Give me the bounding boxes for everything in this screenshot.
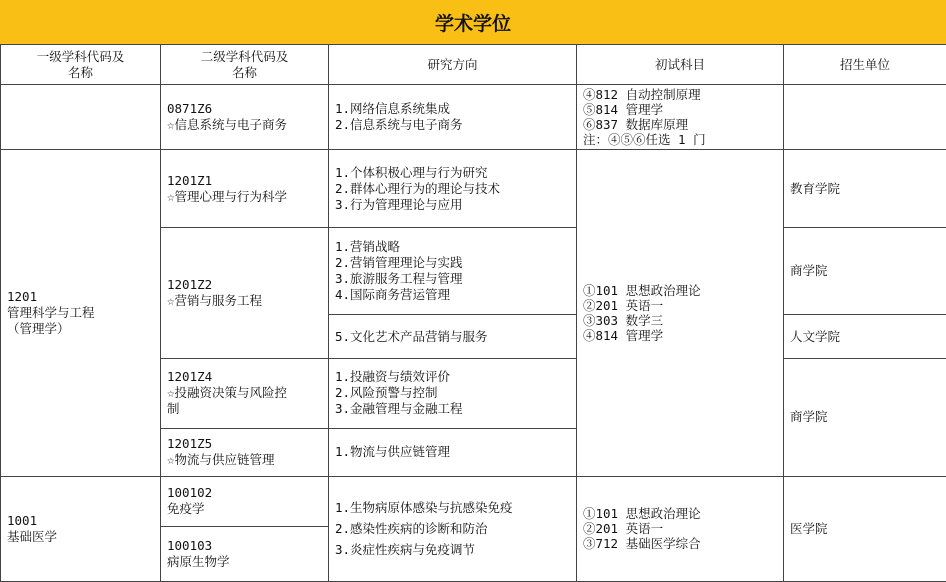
cell-line: 1.投融资与绩效评价	[335, 369, 451, 385]
direction-cell	[329, 476, 577, 581]
cell-line: 100102	[167, 485, 213, 501]
first-level-cell	[1, 476, 161, 581]
cell-line: 1201Z2	[167, 276, 213, 292]
header-row	[1, 45, 946, 85]
second-level-cell	[161, 150, 329, 228]
second-level-cell	[161, 358, 329, 428]
cell-line: 1001	[7, 512, 38, 528]
cell-line: 3.旅游服务工程与管理	[335, 271, 463, 287]
second-level-cell	[161, 526, 329, 581]
cell-line: 1201Z4	[167, 369, 213, 385]
cell-line: ③712 基础医学综合	[583, 536, 701, 552]
second-level-cell	[161, 228, 329, 358]
header-exam-subjects: 初试科目	[577, 45, 784, 85]
unit-cell: 商学院	[784, 228, 946, 315]
cell-line: ①101 思想政治理论	[583, 282, 701, 298]
cell-line: ②201 英语一	[583, 297, 664, 313]
cell-line: 1201Z5	[167, 436, 213, 452]
cell-line: 1.物流与供应链管理	[335, 444, 451, 460]
sheet-title: 学术学位	[0, 0, 946, 45]
cell-line: 1201	[7, 288, 38, 304]
cell-line: ①101 思想政治理论	[583, 506, 701, 522]
direction-cell	[329, 228, 577, 315]
cell-line: ☆物流与供应链管理	[167, 452, 275, 468]
header-label-line: 名称	[231, 64, 257, 80]
cell-line: 2.群体心理行为的理论与技术	[335, 180, 501, 196]
second-level-cell	[161, 428, 329, 476]
cell-line: 2.营销管理理论与实践	[335, 255, 463, 271]
cell-line: 2.信息系统与电子商务	[335, 117, 463, 133]
cell-line: 制	[167, 401, 180, 417]
cell-line: 4.国际商务营运管理	[335, 287, 451, 303]
cell-line: 3.金融管理与金融工程	[335, 401, 463, 417]
table-row	[1, 476, 946, 526]
direction-cell	[329, 358, 577, 428]
unit-cell	[784, 85, 946, 150]
cell-line: ☆投融资决策与风险控	[167, 385, 288, 401]
degree-table	[0, 44, 946, 582]
direction-cell	[329, 315, 577, 358]
exam-subjects-cell	[577, 150, 784, 477]
direction-cell	[329, 150, 577, 228]
first-level-cell	[1, 85, 161, 150]
unit-cell: 医学院	[784, 476, 946, 581]
cell-line: 3.行为管理理论与应用	[335, 196, 463, 212]
cell-line: ②201 英语一	[583, 521, 664, 537]
cell-line: 免疫学	[167, 501, 205, 517]
cell-line: 1201Z1	[167, 172, 213, 188]
direction-cell	[329, 428, 577, 476]
table-row	[1, 85, 946, 150]
header-label-line: 二级学科代码及	[200, 48, 289, 64]
cell-line: ③303 数学三	[583, 312, 664, 328]
second-level-cell	[161, 85, 329, 150]
cell-line: 注：④⑤⑥任选 1 门	[583, 132, 706, 148]
exam-subjects-cell	[577, 85, 784, 150]
cell-line: 1.网络信息系统集成	[335, 101, 451, 117]
unit-cell: 教育学院	[784, 150, 946, 228]
table-row	[1, 150, 946, 228]
exam-subjects-cell	[577, 476, 784, 581]
header-first-level	[1, 45, 161, 85]
header-label-line: 一级学科代码及	[36, 48, 125, 64]
second-level-cell	[161, 476, 329, 526]
cell-line: （管理学）	[7, 320, 70, 336]
unit-cell: 商学院	[784, 358, 946, 476]
header-label-line: 名称	[67, 64, 93, 80]
cell-line: 3.炎症性疾病与免疫调节	[335, 542, 476, 558]
cell-line: 1.个体积极心理与行为研究	[335, 164, 488, 180]
cell-line: 2.风险预警与控制	[335, 385, 438, 401]
direction-cell	[329, 85, 577, 150]
cell-line: 1.营销战略	[335, 239, 401, 255]
cell-line: ④814 管理学	[583, 327, 664, 343]
header-second-level	[161, 45, 329, 85]
cell-line: 1.生物病原体感染与抗感染免疫	[335, 500, 513, 516]
cell-line: 2.感染性疾病的诊断和防治	[335, 521, 488, 537]
unit-cell: 人文学院	[784, 315, 946, 358]
cell-line: 100103	[167, 537, 213, 553]
cell-line: 0871Z6	[167, 101, 213, 117]
header-unit: 招生单位	[784, 45, 946, 85]
cell-line: 基础医学	[7, 528, 58, 544]
cell-line: ☆营销与服务工程	[167, 292, 263, 308]
cell-line: ⑤814 管理学	[583, 102, 664, 118]
cell-line: ☆信息系统与电子商务	[167, 117, 288, 133]
cell-line: 病原生物学	[167, 553, 230, 569]
cell-line: 管理科学与工程	[7, 304, 95, 320]
cell-line: ④812 自动控制原理	[583, 87, 701, 103]
cell-line: 5.文化艺术产品营销与服务	[335, 328, 488, 344]
cell-line: ⑥837 数据库原理	[583, 117, 689, 133]
header-direction: 研究方向	[329, 45, 577, 85]
cell-line: ☆管理心理与行为科学	[167, 188, 288, 204]
first-level-cell	[1, 150, 161, 477]
